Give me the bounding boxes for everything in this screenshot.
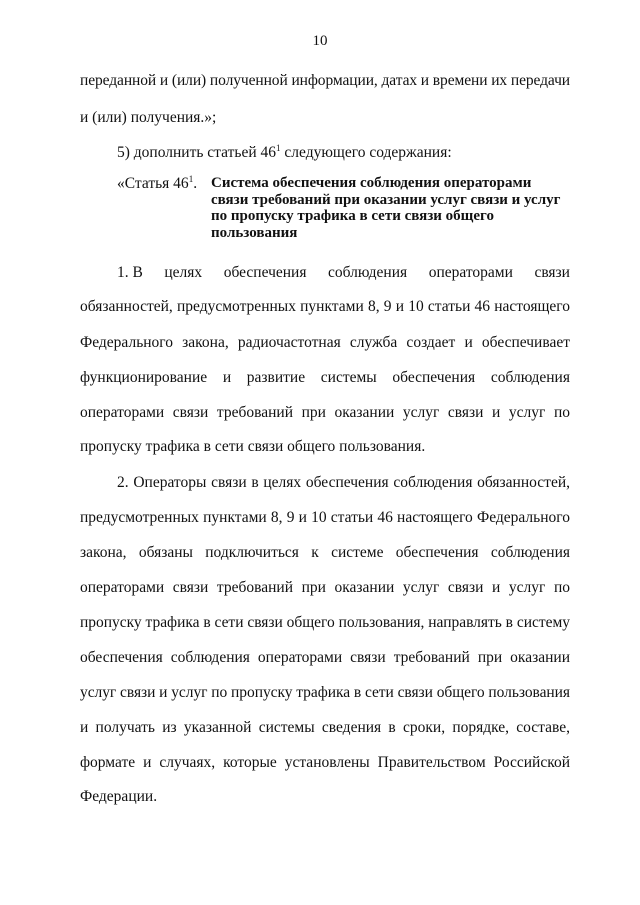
word: системы — [320, 369, 377, 386]
word: 1. В — [117, 264, 143, 281]
line-text: Федерального закона, радиочастотная служба создает и обеспечивает — [80, 334, 570, 351]
line-text: операторами связи требований при оказании услуг связи и услуг по — [80, 404, 570, 421]
amendment-item-5 — [117, 144, 452, 162]
word: развитие — [246, 369, 306, 386]
line-text: обеспечения соблюдения операторами связи требований при оказании — [80, 649, 570, 666]
article-label-dot: . — [193, 175, 198, 192]
para2-line8 — [80, 719, 570, 737]
para2-line7 — [80, 684, 570, 702]
para2-line6 — [80, 649, 570, 667]
para1-line4 — [80, 369, 570, 387]
word: целях — [164, 264, 203, 281]
para2-line1 — [117, 474, 570, 492]
word: обеспечения — [223, 264, 307, 281]
line-text: переданной и (или) полученной информации, датах и времени их передачи — [80, 72, 570, 89]
page-number: 10 — [312, 33, 328, 49]
word: операторами — [428, 264, 513, 281]
para2-line9 — [80, 754, 570, 772]
text-line: и (или) получения.»; — [80, 109, 217, 126]
para2-line4 — [80, 579, 570, 597]
para1-line1 — [117, 264, 570, 282]
article-superscript: 1 — [188, 174, 194, 184]
para2-line10: Федерации. — [80, 788, 158, 805]
line-text: формате и случаях, которые установлены Правительством Российской — [80, 754, 570, 771]
para2-line2 — [80, 509, 570, 527]
word: связи — [534, 264, 570, 281]
word: обеспечения — [392, 369, 476, 386]
word: соблюдения — [490, 369, 570, 386]
item-text: 5) дополнить статьей 46 — [117, 144, 277, 161]
para1-line6: пропуску трафика в сети связи общего пользования. — [80, 438, 426, 455]
line-text: и получать из указанной системы сведения в сроки, порядке, составе, — [80, 719, 570, 736]
para1-line2 — [80, 298, 570, 316]
word: функционирование — [80, 369, 208, 386]
para1-line5 — [80, 404, 570, 422]
superscript: 1 — [276, 143, 281, 153]
line-text: обязанностей, предусмотренных пунктами 8, 9 и 10 статьи 46 настоящего — [80, 298, 570, 315]
line-text: закона, обязаны подключиться к системе обеспечения соблюдения — [80, 544, 570, 561]
item-text-end: следующего содержания: — [280, 144, 452, 161]
text-line — [80, 72, 570, 90]
line-text: услуг связи и услуг по пропуску трафика в сети связи общего пользования — [80, 684, 570, 701]
line-text: операторами связи требований при оказании услуг связи и услуг по — [80, 579, 570, 596]
article-title: Система обеспечения соблюдения операторами связи требований при оказании услуг связи и услуг по пропуску трафика в сети связи общего пользования — [211, 175, 561, 241]
line-text: пропуску трафика в сети связи общего пользования, направлять в систему — [80, 614, 570, 631]
line-text: 2. Операторы связи в целях обеспечения соблюдения обязанностей, — [117, 474, 570, 491]
word: соблюдения — [328, 264, 408, 281]
para2-line3 — [80, 544, 570, 562]
word: и — [222, 369, 232, 386]
para1-line3 — [80, 334, 570, 352]
para2-line5 — [80, 614, 570, 632]
article-label — [117, 175, 197, 193]
article-label-text: «Статья 46 — [117, 175, 189, 192]
line-text: предусмотренных пунктами 8, 9 и 10 статьи 46 настоящего Федерального — [80, 509, 570, 526]
